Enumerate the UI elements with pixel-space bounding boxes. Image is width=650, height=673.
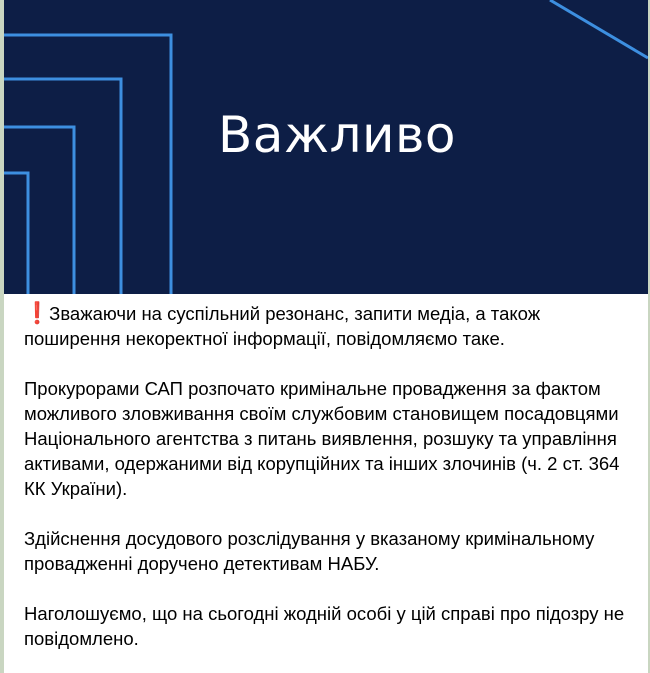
- exclamation-icon: ❗: [24, 302, 51, 325]
- paragraph-investigation: Здійснення досудового розслідування у вказаному кримінальному провадженні доручено детективам НАБУ.: [24, 528, 595, 574]
- message-card: [4, 0, 648, 673]
- important-banner-image[interactable]: [4, 0, 648, 294]
- paragraph-notice: Наголошуємо, що на сьогодні жодній особі у цій справі про підозру не повідомлено.: [24, 603, 625, 649]
- message-text: [24, 301, 634, 673]
- paragraph-intro: [24, 301, 634, 351]
- paragraph-proceedings: Прокурорами САП розпочато кримінальне провадження за фактом можливого зловживання своїм службовим становищем посадовцями Національного агентства з питань виявлення, розшуку та управління активами, одержаними від корупційних та інших злочинів (ч. 2 ст. 364 КК України).: [24, 378, 620, 499]
- paragraph-intro-text: Зважаючи на суспільний резонанс, запити медіа, а також поширення некоректної інформації, повідомляємо таке.: [24, 303, 541, 349]
- banner-title: Важливо: [218, 106, 456, 164]
